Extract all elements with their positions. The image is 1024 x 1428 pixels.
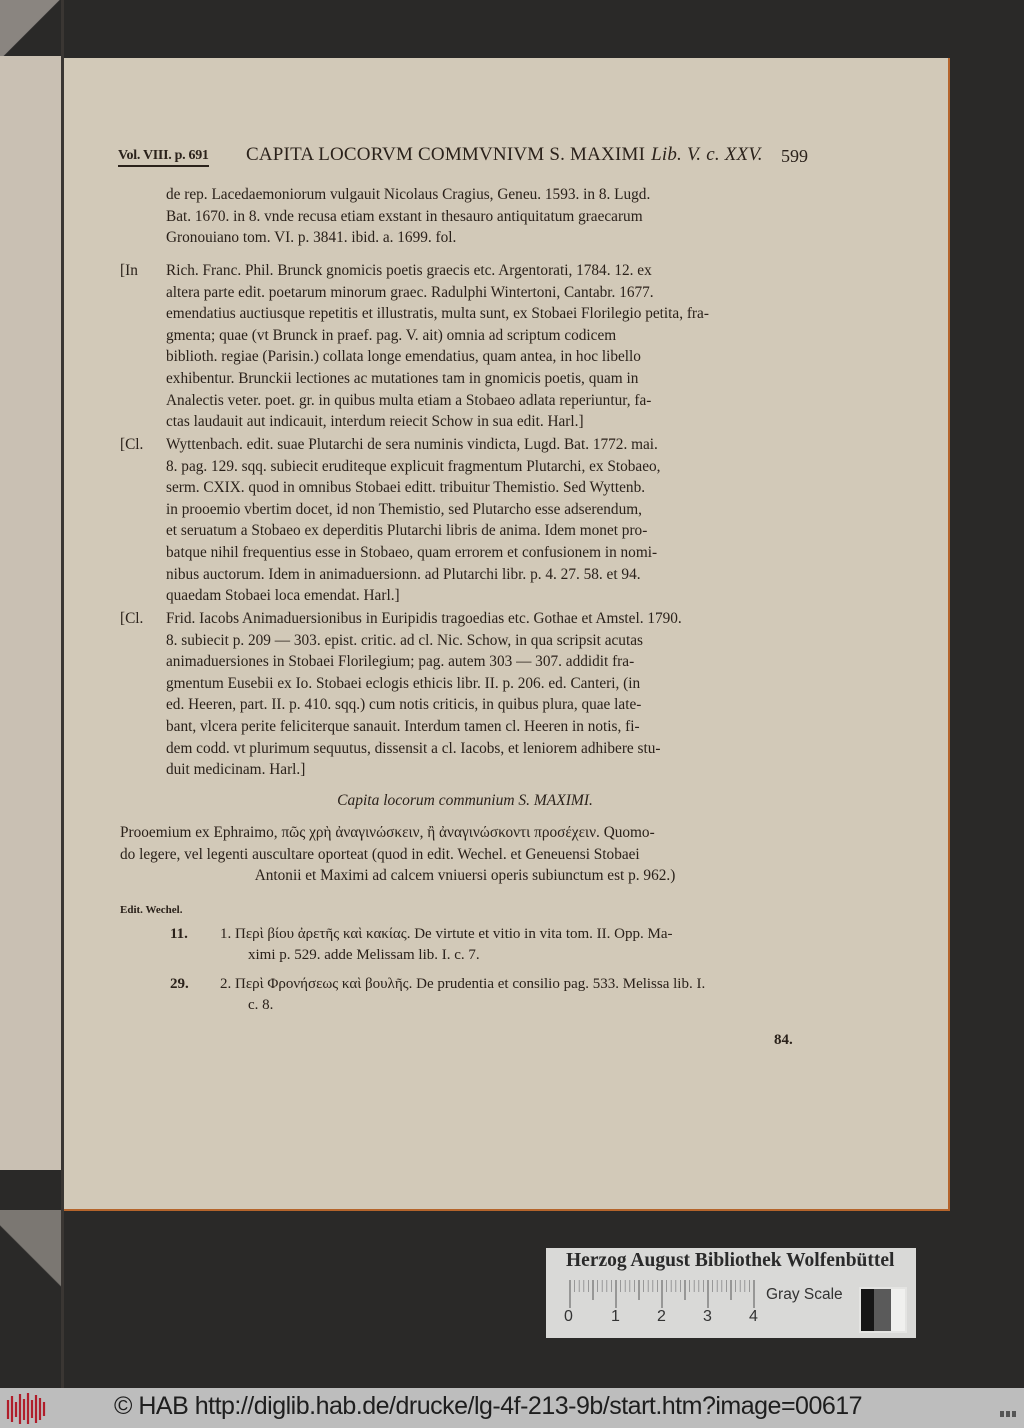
text-line: Wyttenbach. edit. suae Plutarchi de sera numinis vindicta, Lugd. Bat. 1772. mai. [166,436,658,453]
running-head [118,142,808,170]
running-title [246,144,763,166]
text-line: Bat. 1670. in 8. vnde recusa etiam exstant in thesauro antiquitatum graecarum [166,207,643,225]
text-line: in prooemio vbertim docet, id non Themistio, sed Plutarcho esse adserendum, [166,500,642,518]
text-line: 1. Περὶ βίου ἀρετῆς καὶ κακίας. De virtute et vitio in vita tom. II. Opp. Ma- [220,926,673,942]
text-line: Antonii et Maximi ad calcem vniuersi operis subiunctum est p. 962.) [254,867,676,885]
facing-page-bottom-corner [0,1210,62,1290]
paragraph-jacobs [120,608,810,781]
text-line: de rep. Lacedaemoniorum vulgauit Nicolaus Cragius, Geneu. 1593. in 8. Lugd. [166,186,651,203]
chapter-entry [120,974,810,1016]
text-line: altera parte edit. poetarum minorum graec. Radulphi Wintertoni, Cantabr. 1677. [166,283,654,301]
paragraph-bracket: [Cl. [120,610,144,627]
ruler-card [546,1248,916,1338]
ruler-number: 3 [703,1308,712,1325]
copyright-url[interactable]: © HAB http://diglib.hab.de/drucke/lg-4f-213-9b/start.htm?image=00617 [114,1392,863,1420]
text-line: batque nihil frequentius esse in Stobaeo, quam errorem et confusionem in nomi- [166,543,658,561]
text-line: biblioth. regiae (Parisin.) collata longe emendatius, quam antea, in hoc libello [166,348,641,366]
ruler-number: 2 [657,1308,666,1325]
edition-label: Edit. Wechel. [120,904,183,916]
text-line: Rich. Franc. Phil. Brunck gnomicis poetis graecis etc. Argentorati, 1784. 12. ex [166,262,652,279]
facing-page-edge [0,55,62,1170]
paragraph-brunck [120,260,810,433]
paragraph-bracket: [Cl. [120,436,144,453]
text-line: Frid. Iacobs Animaduersionibus in Euripidis tragoedias etc. Gothae et Amstel. 1790. [166,610,682,627]
wechel-number: 11. [170,926,188,942]
ruler-numbers [562,1308,772,1330]
text-line: 2. Περὶ Φρονήσεως καὶ βουλῆς. De prudentia et consilio pag. 533. Melissa lib. I. [220,976,706,992]
text-line: et seruatum a Stobaeo ex deperditis Plutarchi libris de anima. Idem monet pro- [166,522,648,540]
paragraph-bracket: [In [120,262,138,279]
text-line: bant, vlcera perite feliciterque sanauit. Interdum tamen cl. Heeren in notis, fi- [166,717,640,735]
black-swatch [861,1289,874,1331]
chapter-entry [120,924,810,966]
catchword: 84. [774,1032,793,1048]
text-line: quaedam Stobaei loca emendat. Harl.] [166,587,400,605]
gray-scale-swatch [859,1287,907,1333]
text-line: 8. pag. 129. sqq. subiecit eruditeque explicuit fragmentum Plutarchi, ex Stobaeo, [166,457,661,475]
text-line: Analectis veter. poet. gr. in quibus multa etiam a Stobaeo adlata reperiuntur, fa- [166,391,652,409]
footer-bar [0,1388,1024,1428]
footer-mini-icons [1000,1404,1020,1412]
text-line: ctas laudauit aut indicauit, interdum reiecit Schow in sua edit. Harl.] [166,413,584,431]
paragraph-cragius [120,184,810,249]
text-line: serm. CXIX. quod in omnibus Stobaei editt. tribuitur Themistio. Sed Wyttenb. [166,479,646,497]
text-line: duit medicinam. Harl.] [166,761,306,779]
book-chapter-reference: Lib. V. c. XXV. [651,144,763,165]
text-line: c. 8. [248,997,274,1013]
volume-reference: Vol. VIII. p. 691 [118,148,209,167]
text-line: gmenta; quae (vt Brunck in praef. pag. V. ait) omnia ad scriptum codicem [166,326,617,344]
gray-swatch [874,1289,891,1331]
text-line: do legere, vel legenti auscultare oporteat (quod in edit. Wechel. et Geneuensi Stobaei [120,845,640,863]
wechel-number: 29. [170,976,189,992]
text-line: Gronouiano tom. VI. p. 3841. ibid. a. 1699. fol. [166,229,457,247]
text-line: gmentum Eusebii ex Io. Stobaei eclogis ethicis libr. II. p. 206. ed. Canteri, (in [166,674,641,692]
paragraph-wyttenbach [120,434,810,607]
hab-logo-icon[interactable] [4,1392,46,1425]
page-number: 599 [781,146,808,166]
facing-page-corner [0,0,62,56]
section-title: Capita locorum communium S. MAXIMI. [337,792,593,809]
ruler-scale-icon [568,1280,758,1310]
text-line: exhibentur. Brunckii lectiones ac mutationes tam in gnomicis poetis, quam in [166,369,639,387]
text-line: ed. Heeren, part. II. p. 410. sqq.) cum notis criticis, in quibus plura, quae late- [166,696,642,714]
text-line: ximi p. 529. adde Melissam lib. I. c. 7. [248,947,480,963]
text-line: animaduersiones in Stobaei Florilegium; pag. autem 303 — 307. addidit fra- [166,653,635,671]
text-line: nibus auctorum. Idem in animaduersionn. ad Plutarchi libr. p. 4. 27. 58. et 94. [166,565,641,583]
text-line: 8. subiecit p. 209 — 303. epist. critic. ad cl. Nic. Schow, in qua scripsit acutas [166,631,643,649]
ruler-number: 4 [749,1308,758,1325]
text-line: dem codd. vt plurimum sequutus, dissensit a cl. Iacobs, et leniorem adhibere stu- [166,739,661,757]
prooemium [120,822,810,887]
ruler-number: 1 [611,1308,620,1325]
ruler-number: 0 [564,1308,573,1325]
text-line: emendatius auctiusque repetitis et illustratis, multa sunt, ex Stobaei Florilegio petita, fra- [166,305,709,323]
gray-scale-label: Gray Scale [766,1286,843,1303]
institution-name: Herzog August Bibliothek Wolfenbüttel [566,1250,895,1271]
running-title-text: CAPITA LOCORVM COMMVNIVM S. MAXIMI [246,144,646,165]
text-line: Prooemium ex Ephraimo, πῶς χρὴ ἀναγινώσκειν, ἢ ἀναγινώσκοντι προσέχειν. Quomo- [120,824,655,841]
